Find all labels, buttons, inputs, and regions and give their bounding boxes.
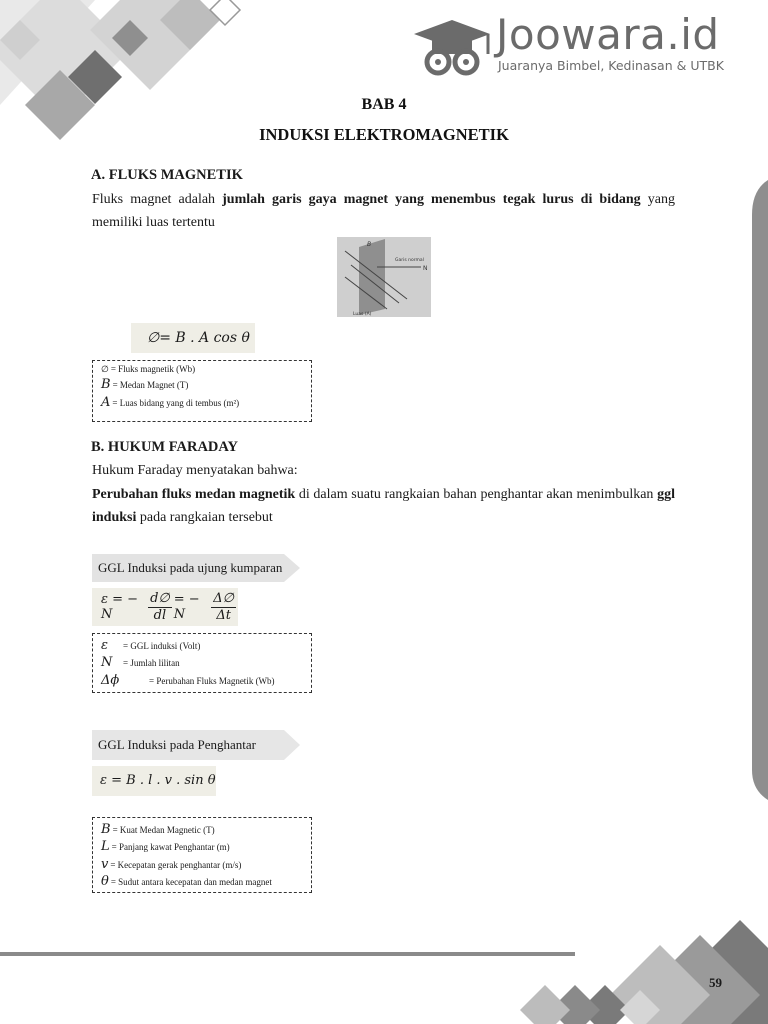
faraday-intro: Hukum Faraday menyatakan bahwa:: [92, 463, 298, 478]
brand-logo: [410, 10, 750, 80]
legend-row: ∅ = Fluks magnetik (Wb): [101, 364, 196, 375]
chapter-number: BAB 4: [361, 96, 407, 113]
flux-diagram: [337, 237, 431, 317]
page-number: 59: [709, 975, 722, 990]
legend-row: θ = Sudut antara kecepatan dan medan magnet: [101, 874, 272, 889]
brand-tagline: Juaranya Bimbel, Kedinasan & UTBK: [498, 58, 724, 73]
legend-row: A = Luas bidang yang di tembus (m²): [101, 395, 240, 410]
footer-divider: [0, 952, 575, 956]
faraday-formula: ε = − N $\frac{d\emptyset}{dl}$ = − N $\frac{\Delta\emptyset}{\Delta t}$: [92, 588, 238, 626]
faraday-legend: [92, 633, 312, 693]
legend-row: v = Kecepatan gerak penghantar (m/s): [101, 857, 242, 872]
section-a-intro: Fluks magnet adalah jumlah garis gaya magnet yang menembus tegak lurus di bidang yang memiliki luas tertentu: [92, 192, 675, 230]
flux-legend: [92, 360, 312, 422]
chapter-title: INDUKSI ELEKTROMAGNETIK: [259, 125, 509, 144]
faraday-statement: Perubahan fluks medan magnetik di dalam suatu rangkaian bahan penghantar akan menimbulkan ggl induksi pada rangkaian tersebut: [92, 487, 675, 525]
svg-text:Garis normal: Garis normal: [395, 258, 424, 263]
conductor-formula: ε = B . l . v . sin θ: [92, 766, 216, 796]
brand-name: Joowara.id: [496, 10, 720, 59]
legend-row: B = Medan Magnet (T): [101, 377, 189, 392]
section-a-heading: A. FLUKS MAGNETIK: [91, 167, 243, 183]
banner-ggl-conductor: GGL Induksi pada Penghantar: [98, 737, 257, 752]
legend-row: L = Panjang kawat Penghantar (m): [101, 839, 230, 854]
legend-row: B = Kuat Medan Magnetic (T): [101, 822, 215, 837]
flux-formula: ∅= B . A cos θ: [131, 323, 255, 353]
legend-row: Δϕ = Perubahan Fluks Magnetik (Wb): [101, 673, 275, 688]
section-b-heading: B. HUKUM FARADAY: [91, 439, 239, 455]
graduation-cap-icon: [410, 16, 494, 80]
svg-text:N: N: [423, 265, 428, 272]
legend-row: N = Jumlah lilitan: [101, 655, 180, 670]
legend-row: ε = GGL induksi (Volt): [101, 638, 201, 653]
svg-text:B: B: [367, 241, 372, 248]
svg-text:Luas (A): Luas (A): [353, 312, 372, 317]
conductor-legend: [92, 817, 312, 893]
banner-ggl-coil: GGL Induksi pada ujung kumparan: [98, 560, 283, 575]
